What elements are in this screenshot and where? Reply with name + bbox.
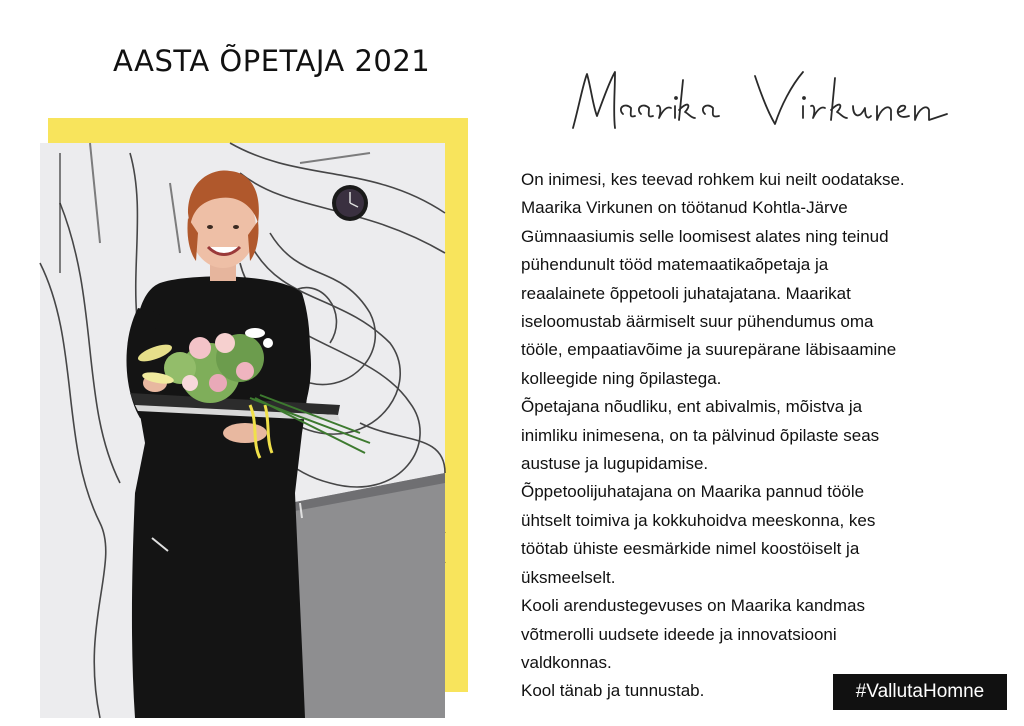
signature-text: Maarika Virkunen: [565, 53, 690, 70]
paragraph-department: Õppetoolijuhatajana on Maarika pannud tööle ühtselt toimiva ja kokkuhoidva meeskonna, kes töötab ühiste eesmärkide nimel koostöiselt ja üksmeelselt.: [521, 482, 876, 587]
portrait-illustration: [40, 143, 445, 718]
paragraph-thanks: Kool tänab ja tunnustab.: [521, 681, 705, 701]
signature-script: [565, 53, 955, 146]
page-title: AASTA ÕPETAJA 2021: [113, 44, 431, 78]
description-text: [521, 166, 961, 706]
paragraph-teacher: Õpetajana nõudliku, ent abivalmis, mõistva ja inimliku inimesena, on ta pälvinud õpilaste seas austuse ja lugupidamise.: [521, 397, 880, 474]
paragraph-development: Kooli arendustegevuses on Maarika kandmas võtmerolli uudsete ideede ja innovatsiooni valdkonnas.: [521, 596, 865, 672]
hashtag-badge: #VallutaHomne: [833, 674, 1007, 710]
paragraph-intro: On inimesi, kes teevad rohkem kui neilt oodatakse. Maarika Virkunen on töötanud Kohtla-Järve Gümnaasiumis selle loomisest alates ning teinud pühendunult tööd matemaatikaõpetaja ja reaalainete õppetooli juhatajatana. Maarikat iseloomustab äärmiselt suur pühendumus oma tööle, empaatiavõime ja suurepärane läbisaamine kolleegide ning õpilastega.: [521, 170, 905, 388]
portrait-photo: [40, 143, 445, 718]
